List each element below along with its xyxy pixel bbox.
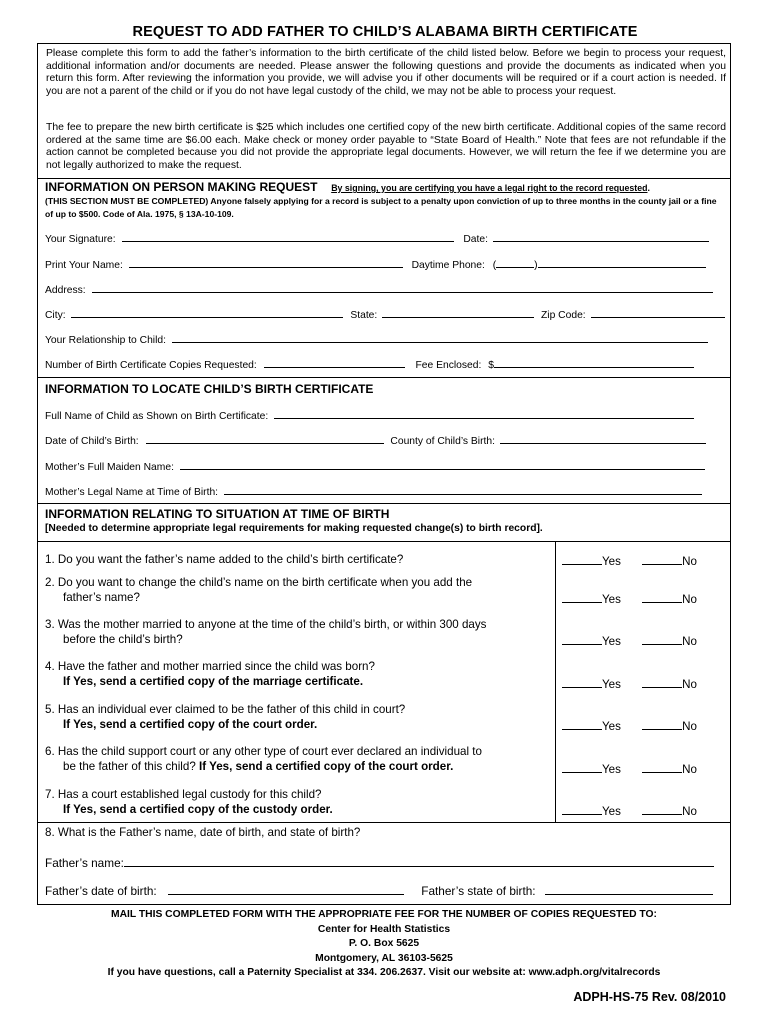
question-7: 7. Has a court established legal custody for this child? If Yes, send a certified copy of the custody order.: [45, 788, 333, 816]
question-7-answers: Yes No: [562, 802, 697, 818]
address-field[interactable]: [92, 282, 713, 293]
date-field[interactable]: [493, 231, 709, 242]
question-2-no-blank[interactable]: [642, 590, 682, 603]
address-row: Address:: [45, 282, 713, 296]
question-4-answers: Yes No: [562, 675, 697, 691]
question-8-divider: [37, 822, 731, 823]
requester-heading-row: INFORMATION ON PERSON MAKING REQUEST By signing, you are certifying you have a legal right to the record requested.: [45, 180, 650, 194]
question-6-yes-blank[interactable]: [562, 760, 602, 773]
father-state-field[interactable]: [545, 882, 713, 895]
father-dob-state-row: Father’s date of birth: Father’s state of birth:: [45, 882, 713, 898]
question-1-yes-blank[interactable]: [562, 552, 602, 565]
question-2: 2. Do you want to change the child’s name on the birth certificate when you add the father’s name?: [45, 576, 473, 604]
question-8: 8. What is the Father’s name, date of birth, and state of birth?: [45, 826, 361, 839]
mother-maiden-row: Mother’s Full Maiden Name:: [45, 459, 705, 473]
requester-heading-note: By signing, you are certifying you have a legal right to the record requested: [331, 183, 648, 193]
question-6: 6. Has the child support court or any other type of court ever declared an individual to be the father of this child? If Yes, send a certified copy of the court order.: [45, 745, 482, 773]
situation-subheading: [Needed to determine appropriate legal requirements for making requested change(s) to birth record].: [45, 523, 543, 534]
area-code-field[interactable]: [496, 257, 534, 268]
child-dob-field[interactable]: [146, 433, 384, 444]
question-3-no-blank[interactable]: [642, 632, 682, 645]
copies-fee-row: Number of Birth Certificate Copies Requested: Fee Enclosed: $: [45, 357, 694, 371]
fee-field[interactable]: [494, 357, 694, 368]
situation-heading: INFORMATION RELATING TO SITUATION AT TIME OF BIRTH: [45, 507, 390, 521]
question-1: 1. Do you want the father’s name added to the child’s birth certificate?: [45, 553, 404, 566]
child-full-name-field[interactable]: [274, 408, 694, 419]
question-7-no-blank[interactable]: [642, 802, 682, 815]
question-2-answers: Yes No: [562, 590, 697, 606]
question-5-answers: Yes No: [562, 717, 697, 733]
father-name-field[interactable]: [124, 854, 714, 867]
child-dob-county-row: Date of Child’s Birth: County of Child’s Birth:: [45, 433, 706, 447]
relationship-row: Your Relationship to Child:: [45, 332, 708, 346]
question-4-no-blank[interactable]: [642, 675, 682, 688]
father-name-row: Father’s name:: [45, 854, 714, 870]
question-1-answers: Yes No: [562, 552, 697, 568]
name-phone-row: Print Your Name: Daytime Phone: ( ): [45, 257, 706, 271]
questions-top-border: [37, 541, 731, 542]
requester-warning: (THIS SECTION MUST BE COMPLETED) Anyone falsely applying for a record is subject to a penalty upon conviction of up to three months in the county jail or a fine of up to $500. Code of Ala. 1975, § 13A-10-109.: [45, 196, 717, 219]
intro-paragraph-1: Please complete this form to add the father’s information to the birth certificate of the child listed below. Before we begin to process your request, additional information and/or documents are needed. Please answer the following questions and provide the documents as indicated when you return this form. After reviewing the information you provide, we will advise you if other documents will be required or if a court action is needed. If you are not a parent of the child or if you do not have legal custody of the child, we may not be able to process your request.: [46, 48, 726, 97]
child-county-field[interactable]: [500, 433, 706, 444]
question-4-yes-blank[interactable]: [562, 675, 602, 688]
question-5-no-blank[interactable]: [642, 717, 682, 730]
question-3-answers: Yes No: [562, 632, 697, 648]
question-6-no-blank[interactable]: [642, 760, 682, 773]
question-2-yes-blank[interactable]: [562, 590, 602, 603]
mother-legal-name-field[interactable]: [224, 484, 702, 495]
mailing-instructions: MAIL THIS COMPLETED FORM WITH THE APPROPRIATE FEE FOR THE NUMBER OF COPIES REQUESTED TO: Center for Health Statistics P. O. Box 5625 Montgomery, AL 36103-5625 If you have questions, call a Paternity Specialist at 334. 206.2637. Visit our website at: www.adph.org/vitalrecords: [107, 909, 661, 978]
question-1-no-blank[interactable]: [642, 552, 682, 565]
phone-field[interactable]: [538, 257, 706, 268]
print-name-field[interactable]: [129, 257, 403, 268]
city-field[interactable]: [71, 307, 343, 318]
child-heading: INFORMATION TO LOCATE CHILD’S BIRTH CERTIFICATE: [45, 382, 374, 396]
question-4: 4. Have the father and mother married since the child was born? If Yes, send a certified copy of the marriage certificate.: [45, 660, 375, 688]
child-section-divider: [37, 377, 731, 378]
situation-section-divider: [37, 503, 731, 504]
father-dob-field[interactable]: [168, 882, 404, 895]
intro-paragraph-2: The fee to prepare the new birth certificate is $25 which includes one certified copy of the new birth certificate. Additional copies of the same record ordered at the same time are $6.00 each. Make check or money order payable to “State Board of Health.” Note that fees are not refundable if the action cannot be completed because you did not provide the appropriate legal documents. However, we will return the fee if we determine you are not legally authorized to make the request.: [46, 122, 726, 171]
signature-field[interactable]: [122, 231, 454, 242]
state-field[interactable]: [382, 307, 534, 318]
question-7-yes-blank[interactable]: [562, 802, 602, 815]
requester-heading: INFORMATION ON PERSON MAKING REQUEST: [45, 180, 318, 194]
child-name-row: Full Name of Child as Shown on Birth Certificate:: [45, 408, 694, 422]
copies-field[interactable]: [264, 357, 405, 368]
question-5: 5. Has an individual ever claimed to be the father of this child in court? If Yes, send a certified copy of the court order.: [45, 703, 406, 731]
requester-section-divider: [37, 178, 731, 179]
question-3: 3. Was the mother married to anyone at the time of the child’s birth, or within 300 days before the child’s birth?: [45, 618, 487, 646]
zip-field[interactable]: [591, 307, 725, 318]
signature-row: Your Signature: Date:: [45, 231, 709, 245]
mother-legal-row: Mother’s Legal Name at Time of Birth:: [45, 484, 702, 498]
mother-maiden-name-field[interactable]: [180, 459, 705, 470]
form-code: ADPH-HS-75 Rev. 08/2010: [573, 990, 726, 1004]
question-5-yes-blank[interactable]: [562, 717, 602, 730]
city-state-zip-row: City: State: Zip Code:: [45, 307, 725, 321]
answers-column-divider: [555, 542, 556, 822]
form-title: REQUEST TO ADD FATHER TO CHILD’S ALABAMA BIRTH CERTIFICATE: [132, 24, 638, 40]
question-3-yes-blank[interactable]: [562, 632, 602, 645]
question-6-answers: Yes No: [562, 760, 697, 776]
relationship-field[interactable]: [172, 332, 708, 343]
